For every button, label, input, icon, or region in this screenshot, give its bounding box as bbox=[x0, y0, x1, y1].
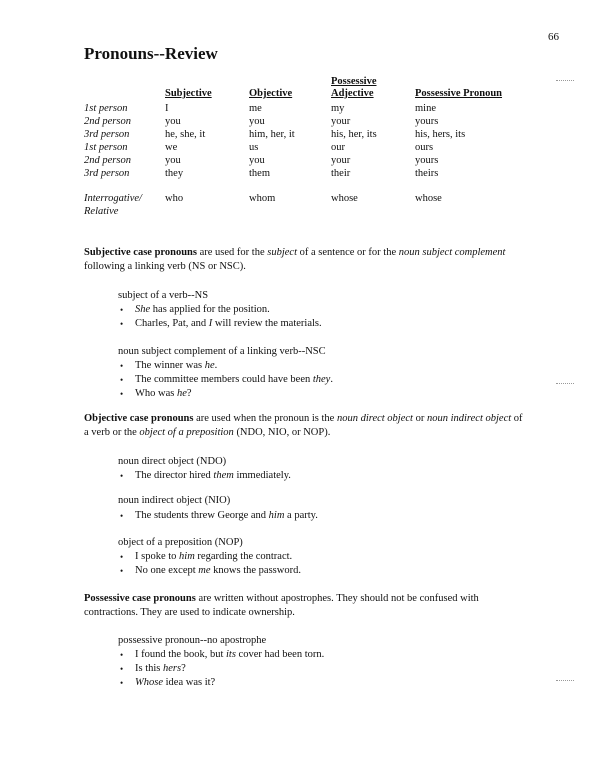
table-cell: me bbox=[249, 103, 262, 114]
table-header-possessive-pronoun: Possessive Pronoun bbox=[415, 88, 503, 99]
list-item bbox=[118, 564, 301, 578]
table-cell: 3rd person bbox=[84, 168, 130, 179]
text: I found the book, but bbox=[135, 649, 226, 660]
objective-term: Objective case pronouns bbox=[84, 413, 194, 424]
table-cell: his, her, its bbox=[331, 129, 377, 140]
page-number: 66 bbox=[548, 31, 559, 43]
text: No one except bbox=[135, 565, 199, 576]
table-header-objective: Objective bbox=[249, 88, 293, 99]
text: Is this bbox=[135, 663, 164, 674]
possessive-paragraph bbox=[84, 592, 524, 620]
emphasis: noun subject complement bbox=[398, 247, 506, 258]
possessive-examples bbox=[118, 648, 324, 690]
text: regarding the contract. bbox=[194, 551, 293, 562]
pronoun-table bbox=[84, 76, 505, 218]
list-item bbox=[118, 317, 322, 331]
table-cell: you bbox=[249, 116, 265, 127]
table-header-subjective: Subjective bbox=[165, 88, 212, 99]
objective-paragraph bbox=[84, 412, 524, 440]
table-cell: you bbox=[249, 155, 265, 166]
table-cell: us bbox=[249, 142, 259, 153]
table-cell: their bbox=[331, 168, 351, 179]
emphasis: they bbox=[312, 374, 331, 385]
nop-examples bbox=[118, 550, 301, 578]
table-cell: our bbox=[331, 142, 345, 153]
table-cell: yours bbox=[415, 116, 439, 127]
emphasis: its bbox=[226, 649, 236, 660]
table-row bbox=[84, 128, 505, 141]
table-cell: yours bbox=[415, 155, 439, 166]
ns-label: subject of a verb--NS bbox=[118, 290, 209, 301]
list-item bbox=[118, 387, 333, 401]
list-item bbox=[118, 469, 291, 483]
text: are used for the bbox=[196, 247, 268, 258]
scan-mark bbox=[556, 80, 574, 81]
table-cell: 2nd person bbox=[84, 155, 131, 166]
emphasis: object of a preposition bbox=[139, 427, 234, 438]
text: The winner was bbox=[135, 360, 205, 371]
list-item bbox=[118, 648, 324, 662]
scan-mark bbox=[556, 383, 574, 384]
text: The director hired bbox=[135, 470, 214, 481]
text: knows the password. bbox=[210, 565, 301, 576]
text: The committee members could have been bbox=[135, 374, 313, 385]
table-row bbox=[84, 102, 505, 115]
text: a party. bbox=[284, 510, 318, 521]
table-cell: I bbox=[165, 103, 169, 114]
table-cell: 1st person bbox=[84, 142, 128, 153]
list-item bbox=[118, 359, 333, 373]
subjective-paragraph bbox=[84, 246, 524, 274]
nsc-label: noun subject complement of a linking verb--NSC bbox=[118, 346, 326, 357]
text: . bbox=[330, 374, 333, 385]
table-cell: Interrogative/ Relative bbox=[84, 193, 142, 217]
table-cell: mine bbox=[415, 103, 436, 114]
table-row bbox=[84, 154, 505, 167]
table-header-possessive-adjective: Possessive Adjective bbox=[331, 76, 377, 99]
list-item bbox=[118, 509, 318, 523]
text: or bbox=[412, 413, 427, 424]
table-cell: him, her, it bbox=[249, 129, 295, 140]
text: Charles, Pat, and bbox=[135, 318, 209, 329]
table-cell: 1st person bbox=[84, 103, 128, 114]
table-cell: you bbox=[165, 116, 181, 127]
ns-examples bbox=[118, 303, 322, 331]
text: Who was bbox=[135, 388, 177, 399]
emphasis: me bbox=[198, 565, 211, 576]
table-header-row bbox=[84, 76, 505, 102]
emphasis: She bbox=[135, 304, 151, 315]
emphasis: him bbox=[268, 510, 285, 521]
table-cell: they bbox=[165, 168, 184, 179]
text: ? bbox=[186, 388, 192, 399]
table-cell: your bbox=[331, 116, 351, 127]
emphasis: I bbox=[208, 318, 213, 329]
text: immediately. bbox=[233, 470, 291, 481]
table-row bbox=[84, 115, 505, 128]
text: will review the materials. bbox=[212, 318, 322, 329]
table-cell: whose bbox=[415, 193, 442, 204]
list-item bbox=[118, 550, 301, 564]
table-row bbox=[84, 180, 505, 218]
subjective-term: Subjective case pronouns bbox=[84, 247, 197, 258]
table-cell: he, she, it bbox=[165, 129, 206, 140]
table-cell: ours bbox=[415, 142, 434, 153]
emphasis: hers bbox=[163, 663, 182, 674]
emphasis: noun direct object bbox=[336, 413, 413, 424]
text: idea was it? bbox=[163, 677, 216, 688]
table-header-blank bbox=[84, 76, 165, 102]
table-cell: 3rd person bbox=[84, 129, 130, 140]
ndo-label: noun direct object (NDO) bbox=[118, 456, 227, 467]
emphasis: he bbox=[204, 360, 215, 371]
emphasis: Whose bbox=[135, 677, 163, 688]
possessive-label: possessive pronoun--no apostrophe bbox=[118, 635, 267, 646]
text: cover had been torn. bbox=[235, 649, 325, 660]
table-cell: whose bbox=[331, 193, 358, 204]
nio-label: noun indirect object (NIO) bbox=[118, 495, 231, 506]
table-row bbox=[84, 167, 505, 180]
list-item bbox=[118, 662, 324, 676]
text: . bbox=[214, 360, 218, 371]
nio-examples bbox=[118, 509, 318, 523]
nop-label: object of a preposition (NOP) bbox=[118, 537, 243, 548]
scan-mark bbox=[556, 680, 574, 681]
list-item bbox=[118, 676, 324, 690]
table-cell: 2nd person bbox=[84, 116, 131, 127]
table-cell: your bbox=[331, 155, 351, 166]
list-item bbox=[118, 373, 333, 387]
emphasis: subject bbox=[267, 247, 297, 258]
table-cell: them bbox=[249, 168, 270, 179]
table-cell: we bbox=[165, 142, 178, 153]
text: of a sentence or for the bbox=[297, 247, 399, 258]
text: are written without apostrophes. They should not be confused with contractions. They are used to indicate ownership. bbox=[84, 593, 479, 618]
text: (NDO, NIO, or NOP). bbox=[233, 427, 331, 438]
table-cell: whom bbox=[249, 193, 276, 204]
ndo-examples bbox=[118, 469, 291, 483]
text: I spoke to bbox=[135, 551, 180, 562]
table-cell: you bbox=[165, 155, 181, 166]
table-row bbox=[84, 141, 505, 154]
possessive-term: Possessive case pronouns bbox=[84, 593, 196, 604]
emphasis: he bbox=[177, 388, 187, 399]
table-cell: who bbox=[165, 193, 184, 204]
text: following a linking verb (NS or NSC). bbox=[84, 261, 246, 272]
table-cell: theirs bbox=[415, 168, 439, 179]
emphasis: him bbox=[179, 551, 195, 562]
table-cell: his, hers, its bbox=[415, 129, 466, 140]
emphasis: noun indirect object bbox=[426, 413, 512, 424]
text: of a verb or the bbox=[84, 413, 523, 438]
nsc-examples bbox=[118, 359, 333, 401]
text: ? bbox=[181, 663, 186, 674]
emphasis: them bbox=[213, 470, 234, 481]
table-cell: my bbox=[331, 103, 345, 114]
text: The students threw George and bbox=[135, 510, 269, 521]
list-item bbox=[118, 303, 322, 317]
text: has applied for the position. bbox=[150, 304, 270, 315]
text: are used when the pronoun is the bbox=[193, 413, 337, 424]
page-title: Pronouns--Review bbox=[84, 44, 218, 63]
